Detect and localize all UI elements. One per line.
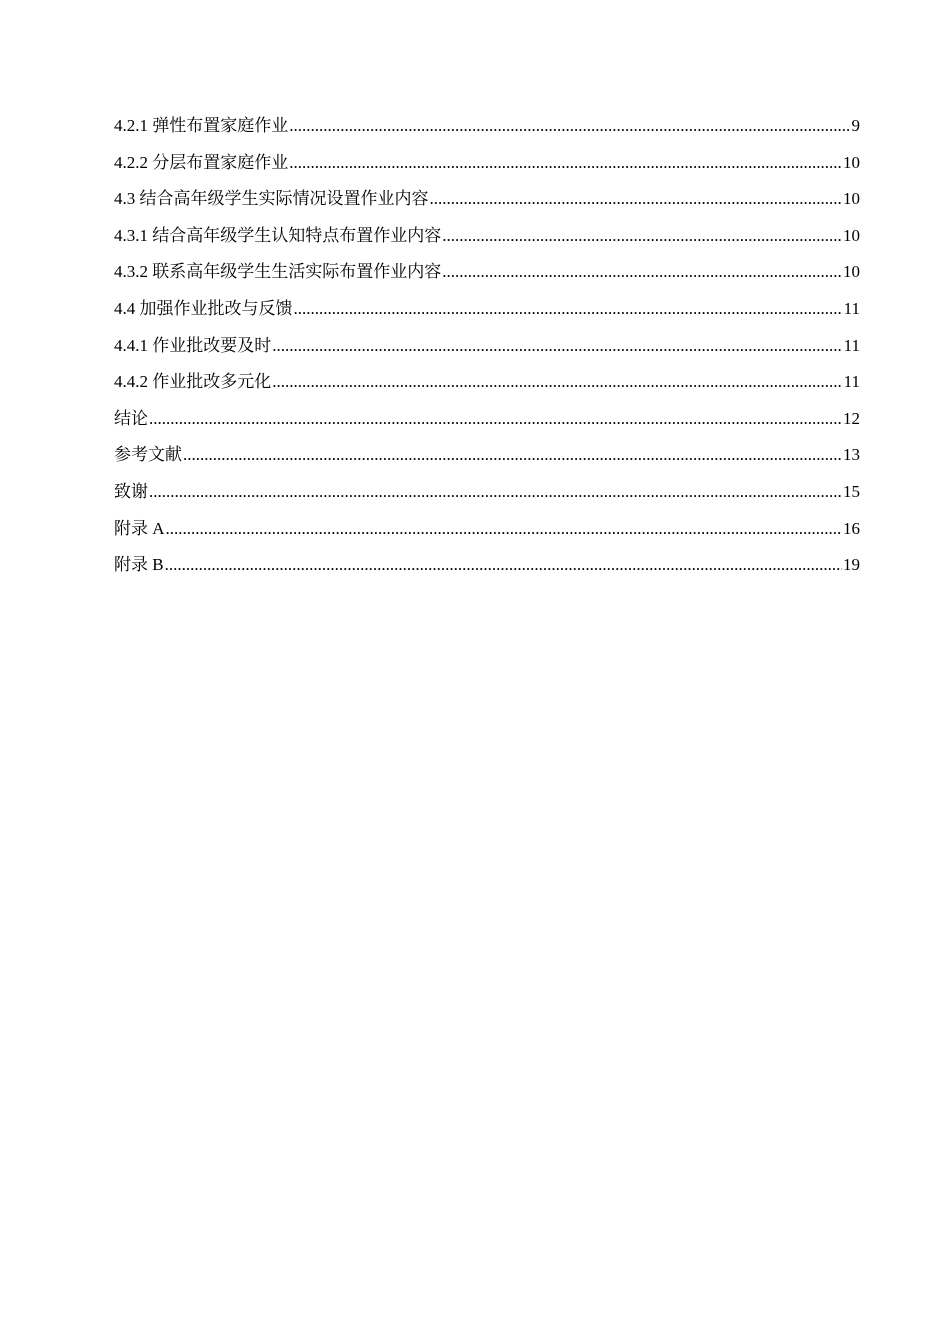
toc-entry-page: 13 [843, 445, 860, 465]
toc-entry-title: 4.2.1 弹性布置家庭作业 [114, 116, 289, 135]
toc-entry-title: 4.2.2 分层布置家庭作业 [114, 152, 289, 172]
toc-entry[interactable] [114, 291, 860, 328]
toc-entry-page: 10 [843, 189, 860, 209]
toc-entry-title: 4.3.2 联系高年级学生生活实际布置作业内容 [114, 262, 442, 282]
toc-entry-page: 11 [843, 372, 860, 392]
toc-entry[interactable] [114, 511, 860, 548]
toc-dot-leader [272, 364, 842, 401]
toc-entry-page: 19 [843, 555, 860, 575]
toc-entry[interactable] [114, 181, 860, 218]
table-of-contents [114, 108, 860, 584]
toc-dot-leader [442, 254, 842, 291]
toc-dot-leader [272, 328, 842, 365]
toc-entry[interactable] [114, 218, 860, 255]
toc-entry-title: 4.4.1 作业批改要及时 [114, 335, 272, 355]
toc-entry-title: 结论 [114, 408, 148, 428]
toc-entry-title: 附录 A [114, 518, 165, 538]
toc-dot-leader [165, 547, 842, 584]
toc-entry-title: 4.4 加强作业批改与反馈 [114, 298, 293, 318]
toc-dot-leader [289, 145, 842, 182]
toc-entry-title: 参考文献 [114, 445, 182, 465]
toc-entry[interactable] [114, 145, 860, 182]
toc-entry-page: 16 [843, 518, 860, 538]
toc-entry-page: 15 [843, 481, 860, 501]
toc-entry[interactable] [114, 547, 860, 584]
toc-dot-leader [430, 181, 843, 218]
toc-entry-title: 4.3 结合高年级学生实际情况设置作业内容 [114, 189, 429, 209]
toc-entry[interactable] [114, 364, 860, 401]
toc-dot-leader [166, 511, 842, 548]
toc-entry[interactable] [114, 474, 860, 511]
toc-dot-leader [289, 108, 850, 145]
toc-entry-page: 11 [843, 298, 860, 318]
toc-entry-page: 10 [843, 262, 860, 282]
toc-entry[interactable] [114, 328, 860, 365]
toc-dot-leader [149, 401, 842, 438]
toc-entry[interactable] [114, 254, 860, 291]
toc-entry[interactable] [114, 437, 860, 474]
toc-entry-title: 致谢 [114, 481, 148, 501]
toc-entry-title: 4.4.2 作业批改多元化 [114, 372, 272, 392]
toc-entry-page: 9 [851, 116, 860, 135]
toc-entry[interactable] [114, 401, 860, 438]
toc-entry-page: 10 [843, 225, 860, 245]
toc-dot-leader [442, 218, 842, 255]
toc-entry-page: 11 [843, 335, 860, 355]
toc-dot-leader [294, 291, 843, 328]
toc-dot-leader [183, 437, 842, 474]
toc-entry-page: 10 [843, 152, 860, 172]
toc-entry[interactable] [114, 108, 860, 145]
toc-entry-title: 4.3.1 结合高年级学生认知特点布置作业内容 [114, 225, 442, 245]
toc-entry-title: 附录 B [114, 555, 164, 575]
toc-dot-leader [149, 474, 842, 511]
toc-entry-page: 12 [843, 408, 860, 428]
